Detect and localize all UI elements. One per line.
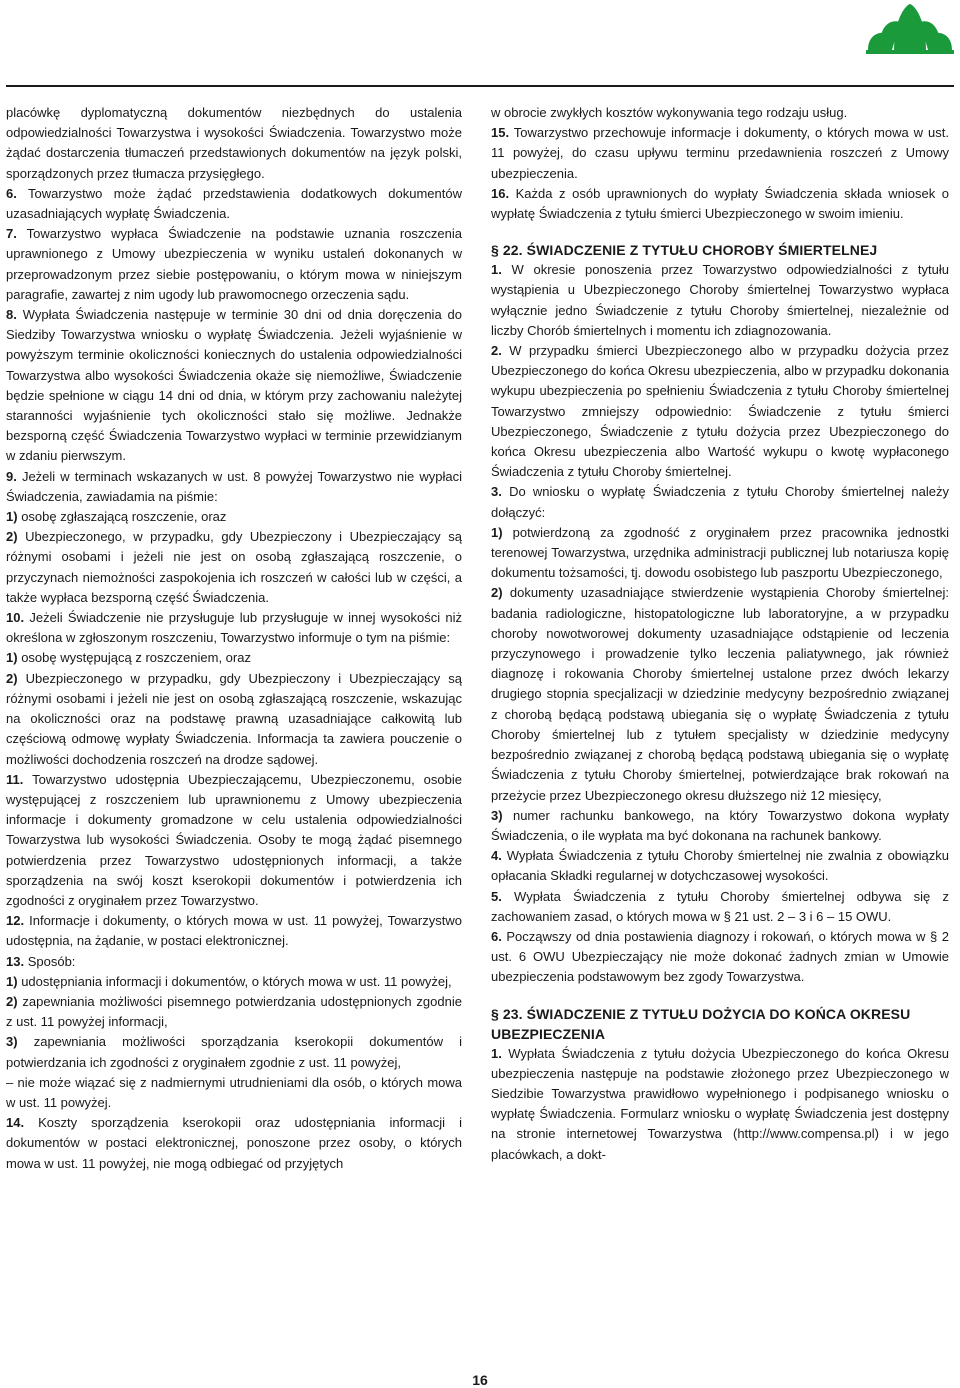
paragraph-number: 2. [491,343,502,359]
paragraph [6,1113,462,1174]
paragraph-number: 1) [6,650,18,666]
paragraph [491,523,949,584]
paragraph-text: Towarzystwo udostępnia Ubezpieczającemu, Ubezpieczonemu, osobie występującej z roszczeniem lub uprawnionemu z Umowy ubezpieczenia informacje i dokumenty gromadzone w celu ustalenia odpowiedzialności Towarzystwa lub wysokości Świadczenia. Osoby te mogą żądać pisemnego potwierdzenia przez Towarzystwo udostępnionych informacji, a także sporządzenia na swój koszt kserokopii dokumentów i potwierdzenia ich zgodności z oryginałem przez Towarzystwo. [6,771,462,908]
paragraph-number: 14. [6,1115,25,1131]
paragraph [6,972,462,992]
paragraph-number: 11. [6,771,24,787]
paragraph-text: placówkę dyplomatyczną dokumentów niezbędnych do ustalenia odpowiedzialności Towarzystwa i wysokości Świadczenia. Towarzystwo może żądać dostarczenia tłumaczeń przedstawionych dokumentów na język polski, sporządzonych przez tłumacza przysięgłego. [6,105,462,181]
paragraph [6,184,462,224]
paragraph-number: 10. [6,610,25,626]
paragraph [6,467,462,507]
paragraph-text: udostępniania informacji i dokumentów, o których mowa w ust. 11 powyżej, [21,973,452,989]
paragraph [491,846,949,886]
paragraph [6,1073,462,1113]
paragraph-text: Począwszy od dnia postawienia diagnozy i rokowań, o których mowa w § 2 ust. 6 OWU Ubezpieczający nie może dokonać żadnych zmian w Umowie ubezpieczenia podstawowym bez zgody Towarzystwa. [491,928,949,985]
section-23-body [491,1044,949,1165]
paragraph [6,224,462,305]
paragraph [6,952,462,972]
paragraph-text: Ubezpieczonego, w przypadku, gdy Ubezpieczony i Ubezpieczający są różnymi osobami i jeżeli nie jest on osobą zgłaszającą roszczenie, o przyczynach niemożności zaspokojenia ich roszczeń w całości lub w części, a także wypłaca bezsporną część Świadczenia. [6,529,462,605]
paragraph-number: 12. [6,913,25,929]
compensa-logo-icon [864,0,956,58]
paragraph [6,608,462,648]
section-22-body [491,260,949,987]
paragraph-number: 6. [6,185,17,201]
paragraph [6,770,462,911]
paragraph [491,583,949,805]
paragraph-number: 7. [6,226,17,242]
paragraph-number: 15. [491,125,510,141]
paragraph-text: Wypłata Świadczenia z tytułu Choroby śmiertelnej nie zwalnia z obowiązku opłacania Składki regularnej w dotychczasowej wysokości. [491,848,949,884]
paragraph-text: Informacje i dokumenty, o których mowa w ust. 11 powyżej, Towarzystwo udostępnia, na żądanie, w postaci elektronicznej. [6,913,462,949]
paragraph [6,992,462,1032]
paragraph [491,341,949,482]
paragraph-number: 1. [491,262,502,278]
paragraph-text: Każda z osób uprawnionych do wypłaty Świadczenia składa wniosek o wypłatę Świadczenia z tytułu śmierci Ubezpieczonego w swoim imieniu. [491,185,949,222]
right-column [491,103,949,1165]
paragraph-number: 5. [491,888,502,904]
paragraph-text: Do wniosku o wypłatę Świadczenia z tytułu Choroby śmiertelnej należy dołączyć: [491,484,949,520]
paragraph-number: 2) [6,993,18,1009]
paragraph-text: W okresie ponoszenia przez Towarzystwo odpowiedzialności z tytułu wystąpienia u Ubezpieczonego Choroby śmiertelnej Towarzystwo wypłaca wyłącznie jedno Świadczenie z tytułu Choroby śmiertelnej, niezależnie od liczby Chorób śmiertelnych i momentu ich zdiagnozowania. [491,262,949,338]
paragraph-number: 2) [491,585,503,601]
paragraph-number: 1. [491,1045,502,1061]
paragraph-text: zapewniania możliwości pisemnego potwierdzania udostępnionych zgodnie z ust. 11 powyżej informacji, [6,993,462,1030]
paragraph-number: 3. [491,484,502,500]
paragraph-text: dokumenty uzasadniające stwierdzenie wystąpienia Choroby śmiertelnej: badania radiologiczne, histopatologiczne lub laboratoryjne, a w przypadku choroby nowotworowej dokumenty uzasadniające odstąpienie od leczenia przyczynowego i prowadzenie tylko leczenia paliatywnego, jak również diagnozę i rokowania Choroby śmiertelnej ustalone przez dwóch lekarzy drugiego stopnia specjalizacji w dziedzinie medycyny bezpośrednio związanej z chorobą będącą podstawą ubiegania się o wypłatę Świadczenia z tytułu Choroby śmiertelnej lub z tytułem specjalisty w dziedzinie medycyny bezpośrednio związanej z chorobą będącą podstawą ubiegania się o wypłatę Świadczenia z tytułu Choroby śmiertelnej, potwierdzające brak rokowań na przeżycie przez Ubezpieczonego okresu dłuższego niż 12 miesięcy, [491,585,949,803]
section-21-continuation [491,103,949,224]
paragraph [6,305,462,467]
paragraph-text: Towarzystwo może żądać przedstawienia dodatkowych dokumentów uzasadniających wypłatę Świadczenia. [6,185,462,222]
paragraph-text: Wypłata Świadczenia z tytułu dożycia Ubezpieczonego do końca Okresu ubezpieczenia następuje na podstawie złożonego przez Ubezpieczonego w Siedzibie Towarzystwa prawidłowo wypełnionego i podpisanego wniosku o wypłatę Świadczenia. Formularz wniosku o wypłatę Świadczenia jest dostępny na stronie internetowej Towarzystwa (http://www.compensa.pl) i w jego placówkach, a dokt- [491,1045,949,1162]
paragraph-text: potwierdzoną za zgodność z oryginałem przez pracownika jednostki terenowej Towarzystwa, urzędnika administracji publicznej lub notariusza kopię dokumentu tożsamości, tj. dowodu osobistego lub paszportu Ubezpieczonego, [491,524,949,581]
paragraph [6,669,462,770]
left-column [6,103,462,1174]
paragraph [6,911,462,951]
paragraph [6,103,462,184]
paragraph-text: Wypłata Świadczenia następuje w terminie 30 dni od dnia doręczenia do Siedziby Towarzystwa wniosku o wypłatę Świadczenia. Jeżeli wyjaśnienie w powyższym terminie okoliczności koniecznych do ustalenia odpowiedzialności Towarzystwa albo wysokości Świadczenia okaże się niemożliwe, Świadczenie będzie spełnione w ciągu 14 dni od dnia, w którym przy zachowaniu należytej staranności wyjaśnienie tych okoliczności stało się możliwe. Jednakże bezsporną część Świadczenia Towarzystwo wypłaci w terminie przewidzianym w zdaniu pierwszym. [6,307,462,464]
paragraph-text: W przypadku śmierci Ubezpieczonego albo w przypadku dożycia przez Ubezpieczonego do końca Okresu ubezpieczenia, albo w przypadku dokonania wykupu ubezpieczenia po spełnieniu Świadczenia z tytułu Choroby śmiertelnej Towarzystwo zmniejszy odpowiednio: Świadczenie z tytułu śmierci Ubezpieczonego, Świadczenie z tytułu dożycia przez Ubezpieczonego do końca Okresu ubezpieczenia albo Wartość wykupu o kwotę wypłaconego Świadczenia z tytułu Choroby śmiertelnej. [491,343,949,480]
paragraph-number: 3) [491,807,503,823]
paragraph-text: – nie może wiązać się z nadmiernymi utrudnieniami dla osób, o których mowa w ust. 11 powyżej. [6,1074,462,1110]
paragraph-number: 8. [6,307,17,323]
paragraph-text: Towarzystwo przechowuje informacje i dokumenty, o których mowa w ust. 11 powyżej, do czasu upływu terminu przedawnienia roszczeń z Umowy ubezpieczenia. [491,125,949,181]
paragraph-text: Ubezpieczonego w przypadku, gdy Ubezpieczony i Ubezpieczający są różnymi osobami i jeżeli nie jest on osobą zgłaszającą roszczenie, wskazując na okoliczności oraz na podstawę prawną uzasadniające całkowitą lub częściową odmowę wypłaty Świadczenia. Informacja ta zawiera pouczenie o możliwości dochodzenia roszczeń na drodze sądowej. [6,670,462,767]
paragraph [491,1044,949,1165]
paragraph-number: 2) [6,670,18,686]
paragraph [491,103,949,123]
paragraph [6,648,462,668]
paragraph-text: Sposób: [27,953,76,969]
paragraph [491,927,949,988]
paragraph [491,123,949,184]
paragraph-text: Wypłata Świadczenia z tytułu Choroby śmiertelnej odbywa się z zachowaniem zasad, o których mowa w § 21 ust. 2 – 3 i 6 – 15 OWU. [491,888,949,924]
paragraph-text: osobę zgłaszającą roszczenie, oraz [21,509,227,525]
header-rule [6,85,954,87]
page-number: 16 [472,1372,488,1388]
paragraph-text: Towarzystwo wypłaca Świadczenie na podstawie uznania roszczenia uprawnionego z Umowy ubezpieczenia w wyniku ustaleń dokonanych w przeprowadzonym przez siebie postępowaniu, o którym mowa w niniejszym paragrafie, zawartej z nim ugody lub prawomocnego orzeczenia sądu. [6,226,462,302]
paragraph [491,184,949,224]
paragraph-text: osobę występującą z roszczeniem, oraz [21,650,251,666]
paragraph-text: Jeżeli Świadczenie nie przysługuje lub przysługuje w innej wysokości niż określona w zgłoszonym roszczeniu, Towarzystwo informuje o tym na piśmie: [6,610,462,646]
paragraph [491,260,949,341]
paragraph [491,806,949,846]
section-22-heading: § 22. ŚWIADCZENIE Z TYTUŁU CHOROBY ŚMIERTELNEJ [491,242,878,259]
paragraph [491,887,949,927]
paragraph [491,482,949,522]
paragraph-text: zapewniania możliwości sporządzania kserokopii dokumentów i potwierdzania ich zgodności z oryginałem zgodnie z ust. 11 powyżej, [6,1034,462,1070]
paragraph-text: w obrocie zwykłych kosztów wykonywania tego rodzaju usług. [491,105,848,120]
paragraph [6,527,462,608]
paragraph-number: 4. [491,848,502,864]
paragraph-text: numer rachunku bankowego, na który Towarzystwo dokona wypłaty Świadczenia, o ile wypłata ma być dokonana na rachunek bankowy. [491,807,949,843]
paragraph-number: 1) [6,509,18,525]
paragraph-text: Jeżeli w terminach wskazanych w ust. 8 powyżej Towarzystwo nie wypłaci Świadczenia, zawiadamia na piśmie: [6,468,462,504]
paragraph [6,507,462,527]
paragraph-number: 3) [6,1034,18,1050]
paragraph-number: 2) [6,529,18,545]
paragraph-number: 9. [6,468,17,484]
paragraph-text: Koszty sporządzenia kserokopii oraz udostępniania informacji i dokumentów w postaci elektronicznej, ponoszone przez osoby, o których mowa w ust. 11 powyżej, nie mogą odbiegać od przyjętych [6,1115,462,1171]
paragraph-number: 1) [491,524,503,540]
section-23-heading: § 23. ŚWIADCZENIE Z TYTUŁU DOŻYCIA DO KOŃCA OKRESU UBEZPIECZENIA [491,1005,911,1042]
paragraph-number: 1) [6,973,18,989]
paragraph-number: 13. [6,953,25,969]
paragraph [6,1032,462,1072]
paragraph-number: 16. [491,185,510,201]
paragraph-number: 6. [491,928,502,944]
